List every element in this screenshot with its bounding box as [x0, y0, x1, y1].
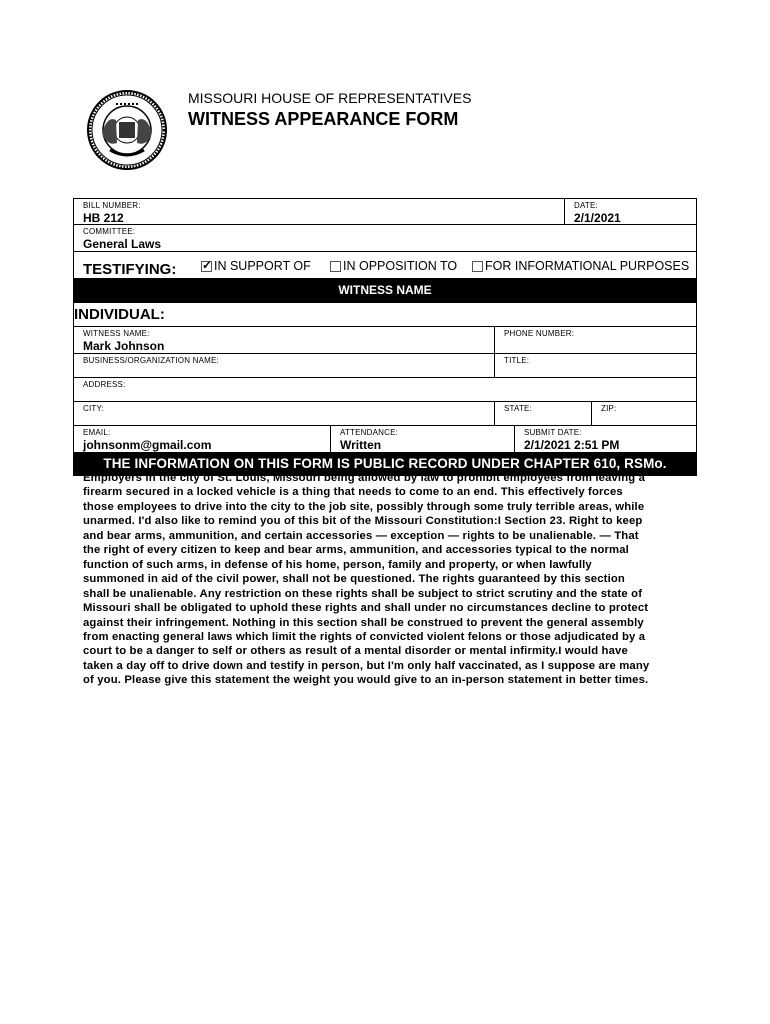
testifying-row	[73, 252, 697, 279]
committee-value: General Laws	[83, 237, 162, 251]
witness-name-bar: WITNESS NAME	[73, 279, 697, 303]
state-label: STATE:	[504, 404, 533, 413]
bill-number-field[interactable]	[74, 199, 564, 224]
witness-form	[73, 198, 697, 476]
opposition-label: IN OPPOSITION TO	[343, 259, 458, 273]
business-field[interactable]	[74, 354, 494, 377]
support-label: IN SUPPORT OF	[214, 259, 311, 273]
attendance-label: ATTENDANCE:	[340, 428, 399, 437]
witness-name-field[interactable]	[74, 327, 494, 353]
email-row	[73, 426, 697, 453]
public-record-notice: THE INFORMATION ON THIS FORM IS PUBLIC RECORD UNDER CHAPTER 610, RSMo.	[73, 453, 697, 476]
option-support[interactable]	[201, 259, 311, 273]
bill-number-value: HB 212	[83, 211, 124, 225]
email-label: EMAIL:	[83, 428, 111, 437]
support-checkbox[interactable]	[201, 257, 213, 272]
opposition-checkbox[interactable]	[330, 261, 341, 272]
attendance-field[interactable]	[330, 426, 514, 452]
date-label: DATE:	[574, 201, 598, 210]
title-field[interactable]	[494, 354, 696, 377]
bill-number-label: BILL NUMBER:	[83, 201, 141, 210]
business-row	[73, 354, 697, 378]
title-label: TITLE:	[504, 356, 530, 365]
witness-row	[73, 327, 697, 354]
address-label: ADDRESS:	[83, 380, 126, 389]
city-label: CITY:	[83, 404, 105, 413]
business-label: BUSINESS/ORGANIZATION NAME:	[83, 356, 219, 365]
city-field[interactable]	[74, 402, 494, 425]
missouri-house-seal	[86, 88, 168, 172]
informational-checkbox[interactable]	[472, 261, 483, 272]
checkmark-icon: ✓	[202, 257, 213, 272]
committee-field[interactable]	[74, 225, 696, 251]
committee-label: COMMITTEE:	[83, 227, 136, 236]
zip-label: ZIP:	[601, 404, 617, 413]
option-informational[interactable]	[472, 259, 689, 273]
date-value: 2/1/2021	[574, 211, 621, 225]
city-row	[73, 402, 697, 426]
date-field[interactable]	[564, 199, 696, 224]
testifying-label: TESTIFYING:	[83, 261, 177, 278]
option-opposition[interactable]	[330, 259, 457, 273]
attendance-value: Written	[340, 438, 382, 452]
individual-label: INDIVIDUAL:	[74, 306, 165, 323]
submit-date-value: 2/1/2021 2:51 PM	[524, 438, 620, 452]
bill-row	[73, 198, 697, 225]
phone-label: PHONE NUMBER:	[504, 329, 575, 338]
form-title: WITNESS APPEARANCE FORM	[188, 109, 459, 129]
org-heading: MISSOURI HOUSE OF REPRESENTATIVES	[188, 90, 472, 106]
email-value: johnsonm@gmail.com	[83, 438, 212, 452]
submit-date-field[interactable]	[514, 426, 696, 452]
email-field[interactable]	[74, 426, 330, 452]
submit-date-label: SUBMIT DATE:	[524, 428, 582, 437]
state-field[interactable]	[494, 402, 591, 425]
witness-statement: Employers in the city of St. Louis, Missouri being allowed by law to prohibit employees from leaving a firearm secured in a locked vehicle is a thing that needs to come to an end. This effectively forces those employees to drive into the city to the job site, possibly through some truly terrible areas, while unarmed. I'd also like to remind you of this bit of the Missouri Constitution:I Section 23. Right to keep and bear arms, ammunition, and certain accessories — exception — rights to be unalienable. — That the right of every citizen to keep and bear arms, ammunition, and accessories typical to the normal function of such arms, in defense of his home, person, family and property, or when lawfully summoned in aid of the civil power, shall not be questioned. The rights guaranteed by this section shall be unalienable. Any restriction on these rights shall be subject to strict scrutiny and the state of Missouri shall be obligated to uphold these rights and shall under no circumstances decline to protect against their infringement. Nothing in this section shall be construed to prevent the general assembly from enacting general laws which limit the rights of convicted violent felons or those adjudicated by a court to be a danger to self or others as result of a mental disorder or mental infirmity.I would have taken a day off to drive down and testify in person, but I'm only half vaccinated, as I suppose are many of you. Please give this statement the weight you would give to an in-person statement in better times.	[83, 472, 650, 687]
zip-field[interactable]	[591, 402, 696, 425]
address-row	[73, 378, 697, 402]
witness-name-value: Mark Johnson	[83, 339, 165, 353]
committee-row	[73, 225, 697, 252]
informational-label: FOR INFORMATIONAL PURPOSES	[485, 259, 690, 273]
witness-name-label: WITNESS NAME:	[83, 329, 150, 338]
phone-field[interactable]	[494, 327, 696, 353]
address-field[interactable]	[74, 378, 696, 401]
individual-row	[73, 303, 697, 327]
